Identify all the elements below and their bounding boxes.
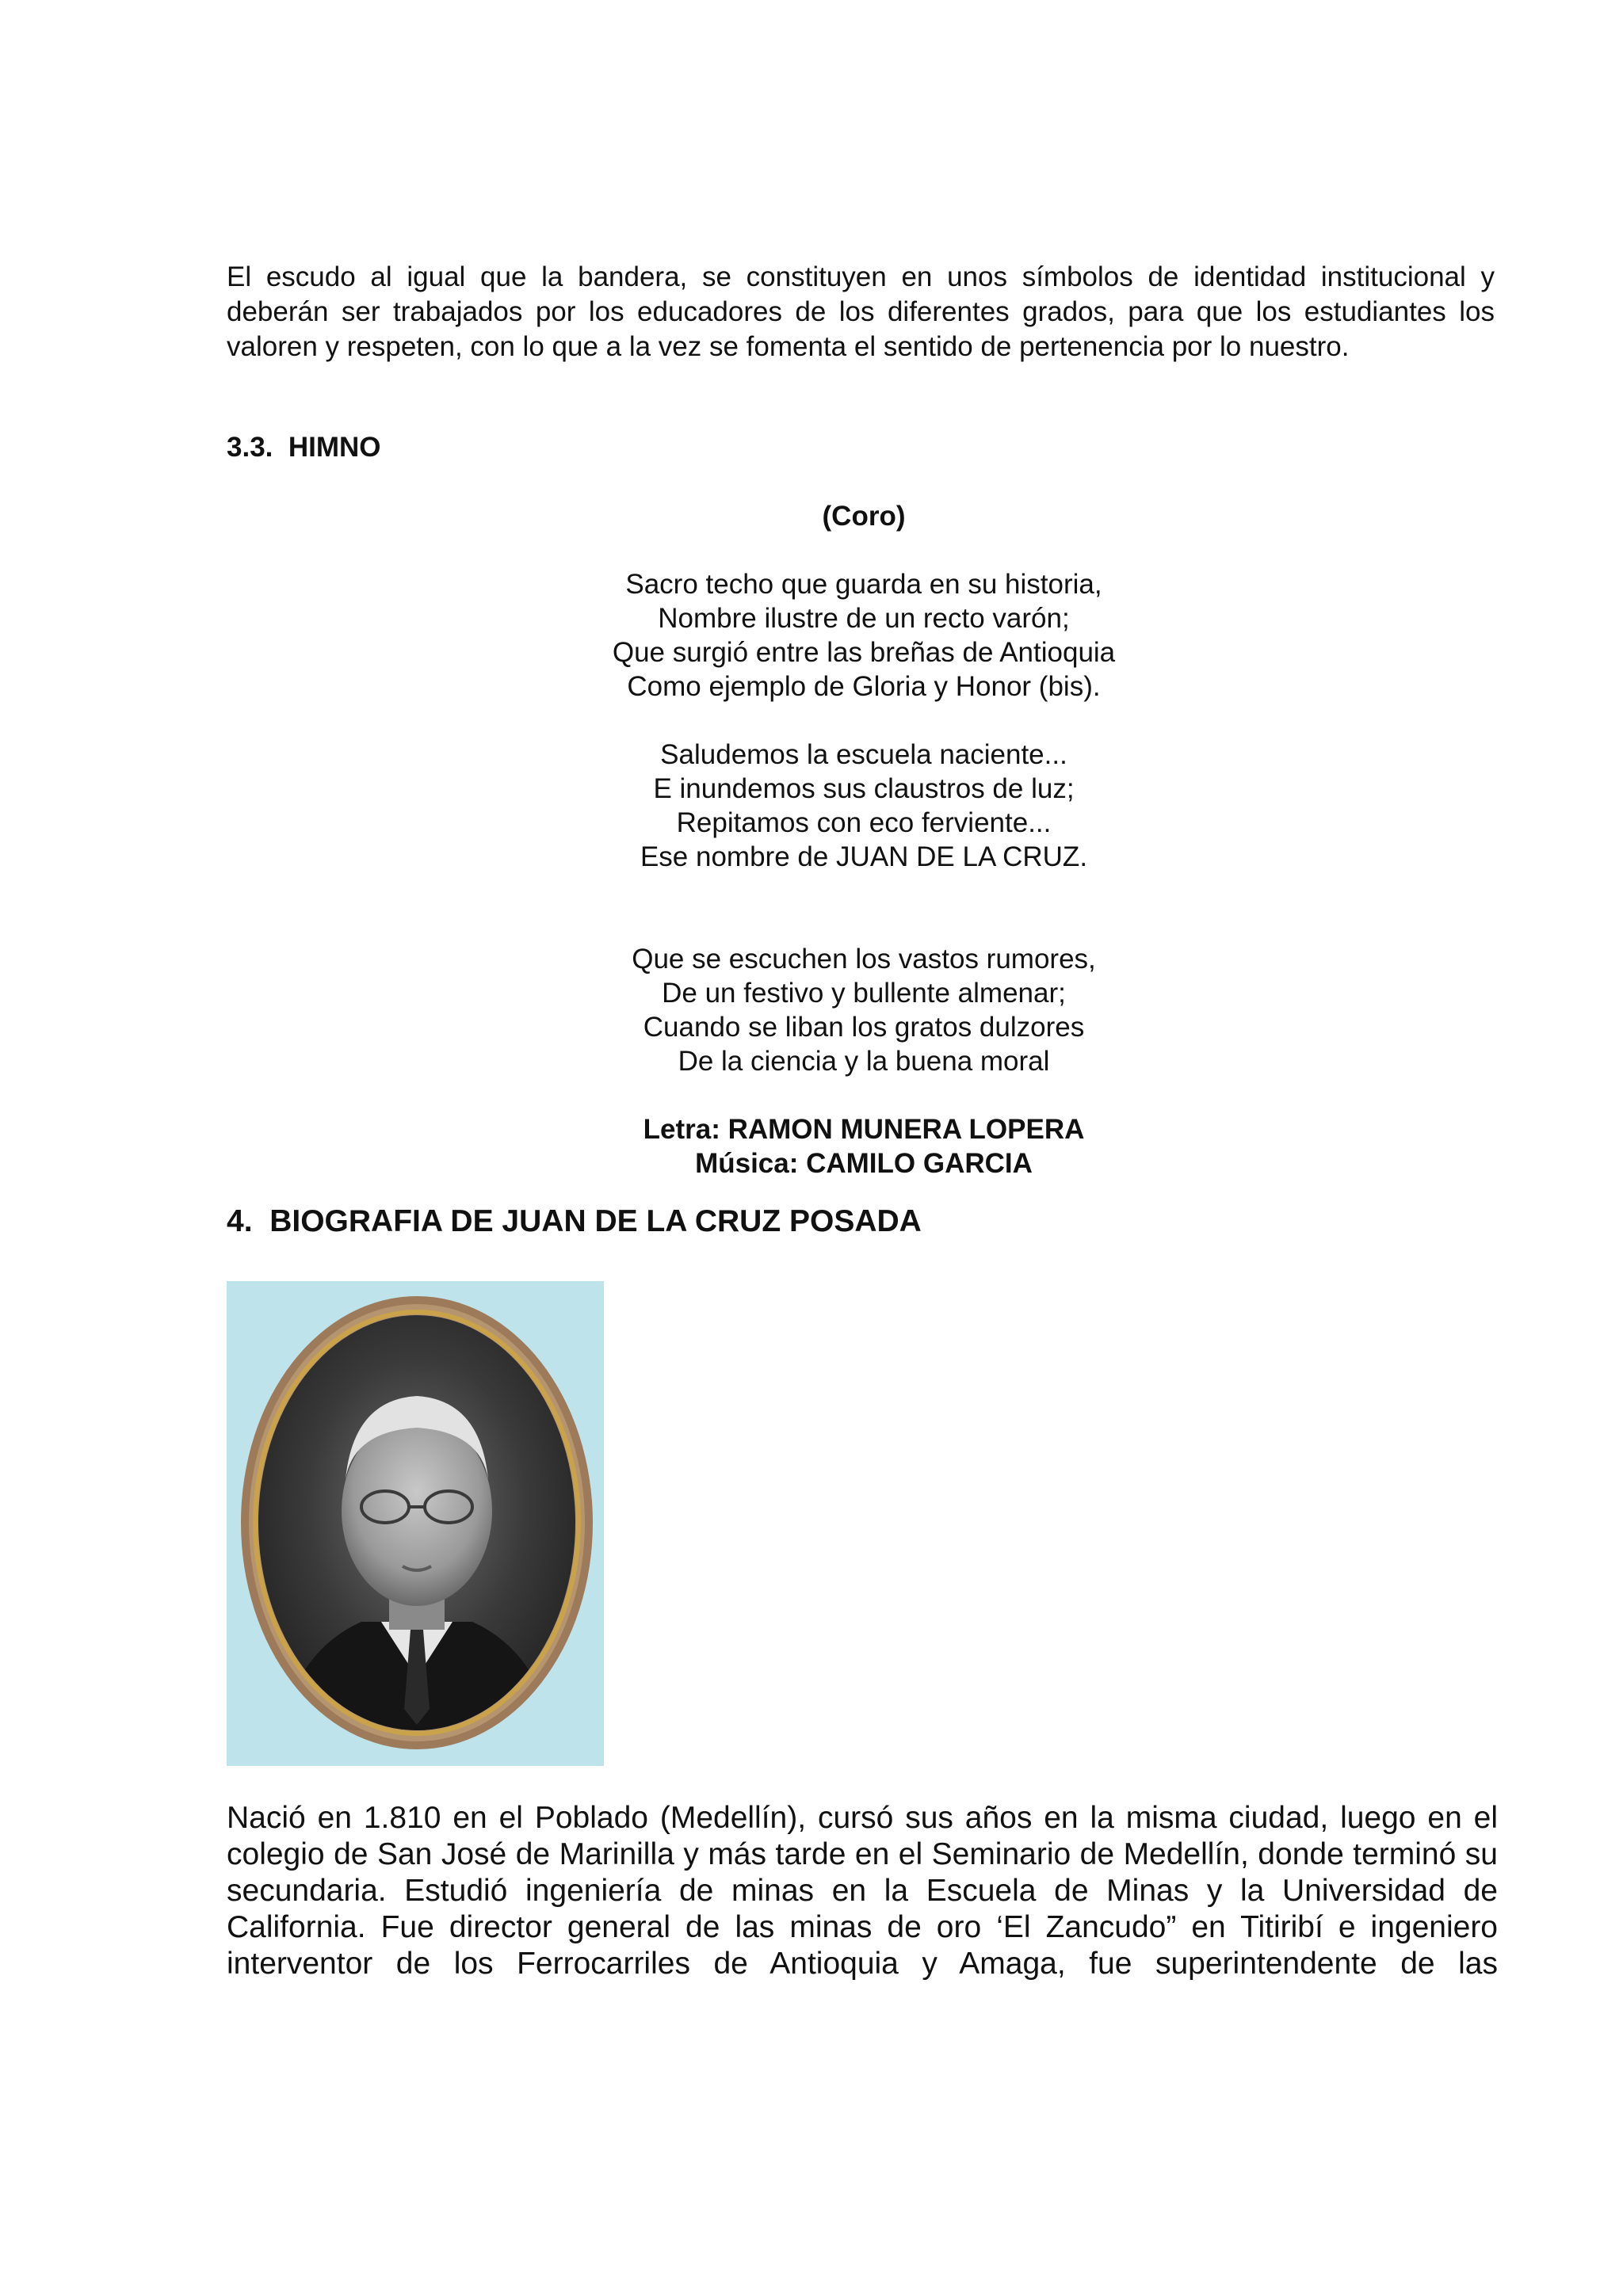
hymn-line: Que surgió entre las breñas de Antioquia xyxy=(612,637,1116,668)
hymn-stanza-1 xyxy=(523,567,1205,704)
music-credit: Música: CAMILO GARCIA xyxy=(695,1148,1033,1179)
coro-label: (Coro) xyxy=(822,501,906,532)
hymn-stanza-3 xyxy=(523,942,1205,1078)
portrait-photo xyxy=(227,1281,604,1766)
section-heading-himno: 3.3. HIMNO xyxy=(227,432,381,463)
hymn-line: Ese nombre de JUAN DE LA CRUZ. xyxy=(640,841,1088,872)
hymn-line: De la ciencia y la buena moral xyxy=(678,1046,1050,1077)
hymn-line: Cuando se liban los gratos dulzores xyxy=(643,1012,1085,1043)
intro-paragraph: El escudo al igual que la bandera, se constituyen en unos símbolos de identidad institucional y deberán ser trabajados por los educadores de los diferentes grados, para que los estudiantes los valoren y respeten, con lo que a la vez se fomenta el sentido de pertenencia por lo nuestro. xyxy=(227,261,1495,362)
hymn-line: Que se escuchen los vastos rumores, xyxy=(632,944,1096,974)
hymn-line: E inundemos sus claustros de luz; xyxy=(653,773,1075,804)
section-heading-biografia: 4. BIOGRAFIA DE JUAN DE LA CRUZ POSADA xyxy=(227,1204,922,1238)
oval-portrait-icon xyxy=(227,1281,604,1766)
hymn-line: De un festivo y bullente almenar; xyxy=(662,978,1066,1009)
lyrics-credit: Letra: RAMON MUNERA LOPERA xyxy=(643,1114,1085,1145)
hymn-line: Saludemos la escuela naciente... xyxy=(660,739,1067,770)
hymn-line: Repitamos con eco ferviente... xyxy=(676,807,1052,838)
hymn-line: Sacro techo que guarda en su historia, xyxy=(625,569,1102,600)
hymn-line: Como ejemplo de Gloria y Honor (bis). xyxy=(627,671,1101,702)
hymn-credits xyxy=(523,1112,1205,1180)
hymn-lyrics xyxy=(523,499,1205,1180)
hymn-stanza-2 xyxy=(523,738,1205,874)
hymn-line: Nombre ilustre de un recto varón; xyxy=(658,603,1070,634)
biography-paragraph: Nació en 1.810 en el Poblado (Medellín), cursó sus años en la misma ciudad, luego en el colegio de San José de Marinilla y más tarde en el Seminario de Medellín, donde terminó su secundaria. Estudió ingeniería de minas en la Escuela de Minas y la Universidad de California. Fue director general de las minas de oro ‘El Zancudo” en Titiribí e ingeniero interventor de los Ferrocarriles de Antioquia y Amaga, fue superintendente de las xyxy=(227,1801,1498,1981)
